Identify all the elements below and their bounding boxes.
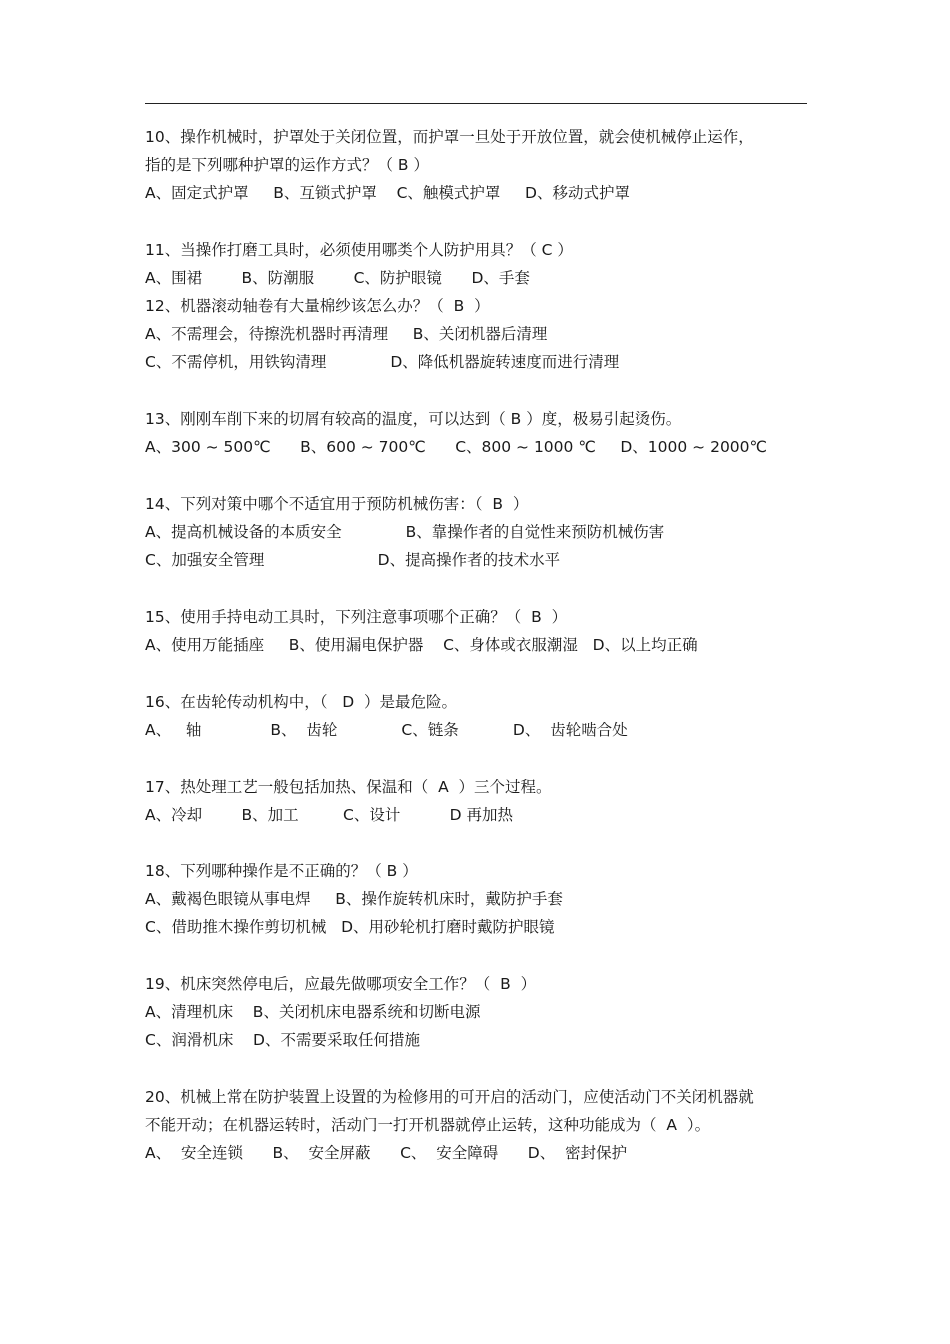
q15-text: 15、使用手持电动工具时，下列注意事项哪个正确？（ B ） — [145, 608, 568, 626]
q13-text: 13、刚刚车削下来的切屑有较高的温度，可以达到（ B ）度，极易引起烫伤。 — [145, 410, 682, 428]
q20-text-2: 不能开动；在机器运转时，活动门一打开机器就停止运转，这种功能成为（ A ）。 — [145, 1116, 711, 1134]
q14-options-1: A、提高机械设备的本质安全 B、靠操作者的自觉性来预防机械伤害 — [145, 523, 665, 541]
q10-text-2: 指的是下列哪种护罩的运作方式？（ B ） — [145, 156, 429, 174]
q12-text: 12、机器滚动轴卷有大量棉纱该怎么办？（ B ） — [145, 297, 490, 315]
q12-options-2: C、不需停机，用铁钩清理 D、降低机器旋转速度而进行清理 — [145, 353, 620, 371]
header-rule — [145, 103, 807, 104]
q13-options: A、300 ~ 500℃ B、600 ~ 700℃ C、800 ~ 1000 ℃ D、1000 ~ 2000℃ — [145, 438, 767, 456]
q20-options: A、 安全连锁 B、 安全屏蔽 C、 安全障碍 D、 密封保护 — [145, 1144, 628, 1162]
q16-options: A、 轴 B、 齿轮 C、链条 D、 齿轮啮合处 — [145, 721, 628, 739]
q17-options: A、冷却 B、加工 C、设计 D 再加热 — [145, 806, 513, 824]
q18-options-1: A、戴褐色眼镜从事电焊 B、操作旋转机床时，戴防护手套 — [145, 890, 563, 908]
q19-options-1: A、清理机床 B、关闭机床电器系统和切断电源 — [145, 1003, 481, 1021]
q14-text: 14、下列对策中哪个不适宜用于预防机械伤害：（ B ） — [145, 495, 529, 513]
q10-options: A、固定式护罩 B、互锁式护罩 C、触模式护罩 D、移动式护罩 — [145, 184, 630, 202]
q14-options-2: C、加强安全管理 D、提高操作者的技术水平 — [145, 551, 561, 569]
q18-options-2: C、借助推木操作剪切机械 D、用砂轮机打磨时戴防护眼镜 — [145, 918, 555, 936]
q17-text: 17、热处理工艺一般包括加热、保温和（ A ）三个过程。 — [145, 778, 552, 796]
q15-options: A、使用万能插座 B、使用漏电保护器 C、身体或衣服潮湿 D、以上均正确 — [145, 636, 698, 654]
q19-options-2: C、润滑机床 D、不需要采取任何措施 — [145, 1031, 420, 1049]
q11-options: A、围裙 B、防潮服 C、防护眼镜 D、手套 — [145, 269, 530, 287]
q16-text: 16、在齿轮传动机构中，（ D ）是最危险。 — [145, 693, 458, 711]
q12-options-1: A、不需理会，待擦洗机器时再清理 B、关闭机器后清理 — [145, 325, 548, 343]
q10-text-1: 10、操作机械时，护罩处于关闭位置，而护罩一旦处于开放位置，就会使机械停止运作， — [145, 128, 754, 146]
q19-text: 19、机床突然停电后，应最先做哪项安全工作？（ B ） — [145, 975, 537, 993]
q20-text-1: 20、机械上常在防护装置上设置的为检修用的可开启的活动门，应使活动门不关闭机器就 — [145, 1088, 754, 1106]
q11-text: 11、当操作打磨工具时，必须使用哪类个人防护用具？（ C ） — [145, 241, 573, 259]
q18-text: 18、下列哪种操作是不正确的？（ B ） — [145, 862, 418, 880]
